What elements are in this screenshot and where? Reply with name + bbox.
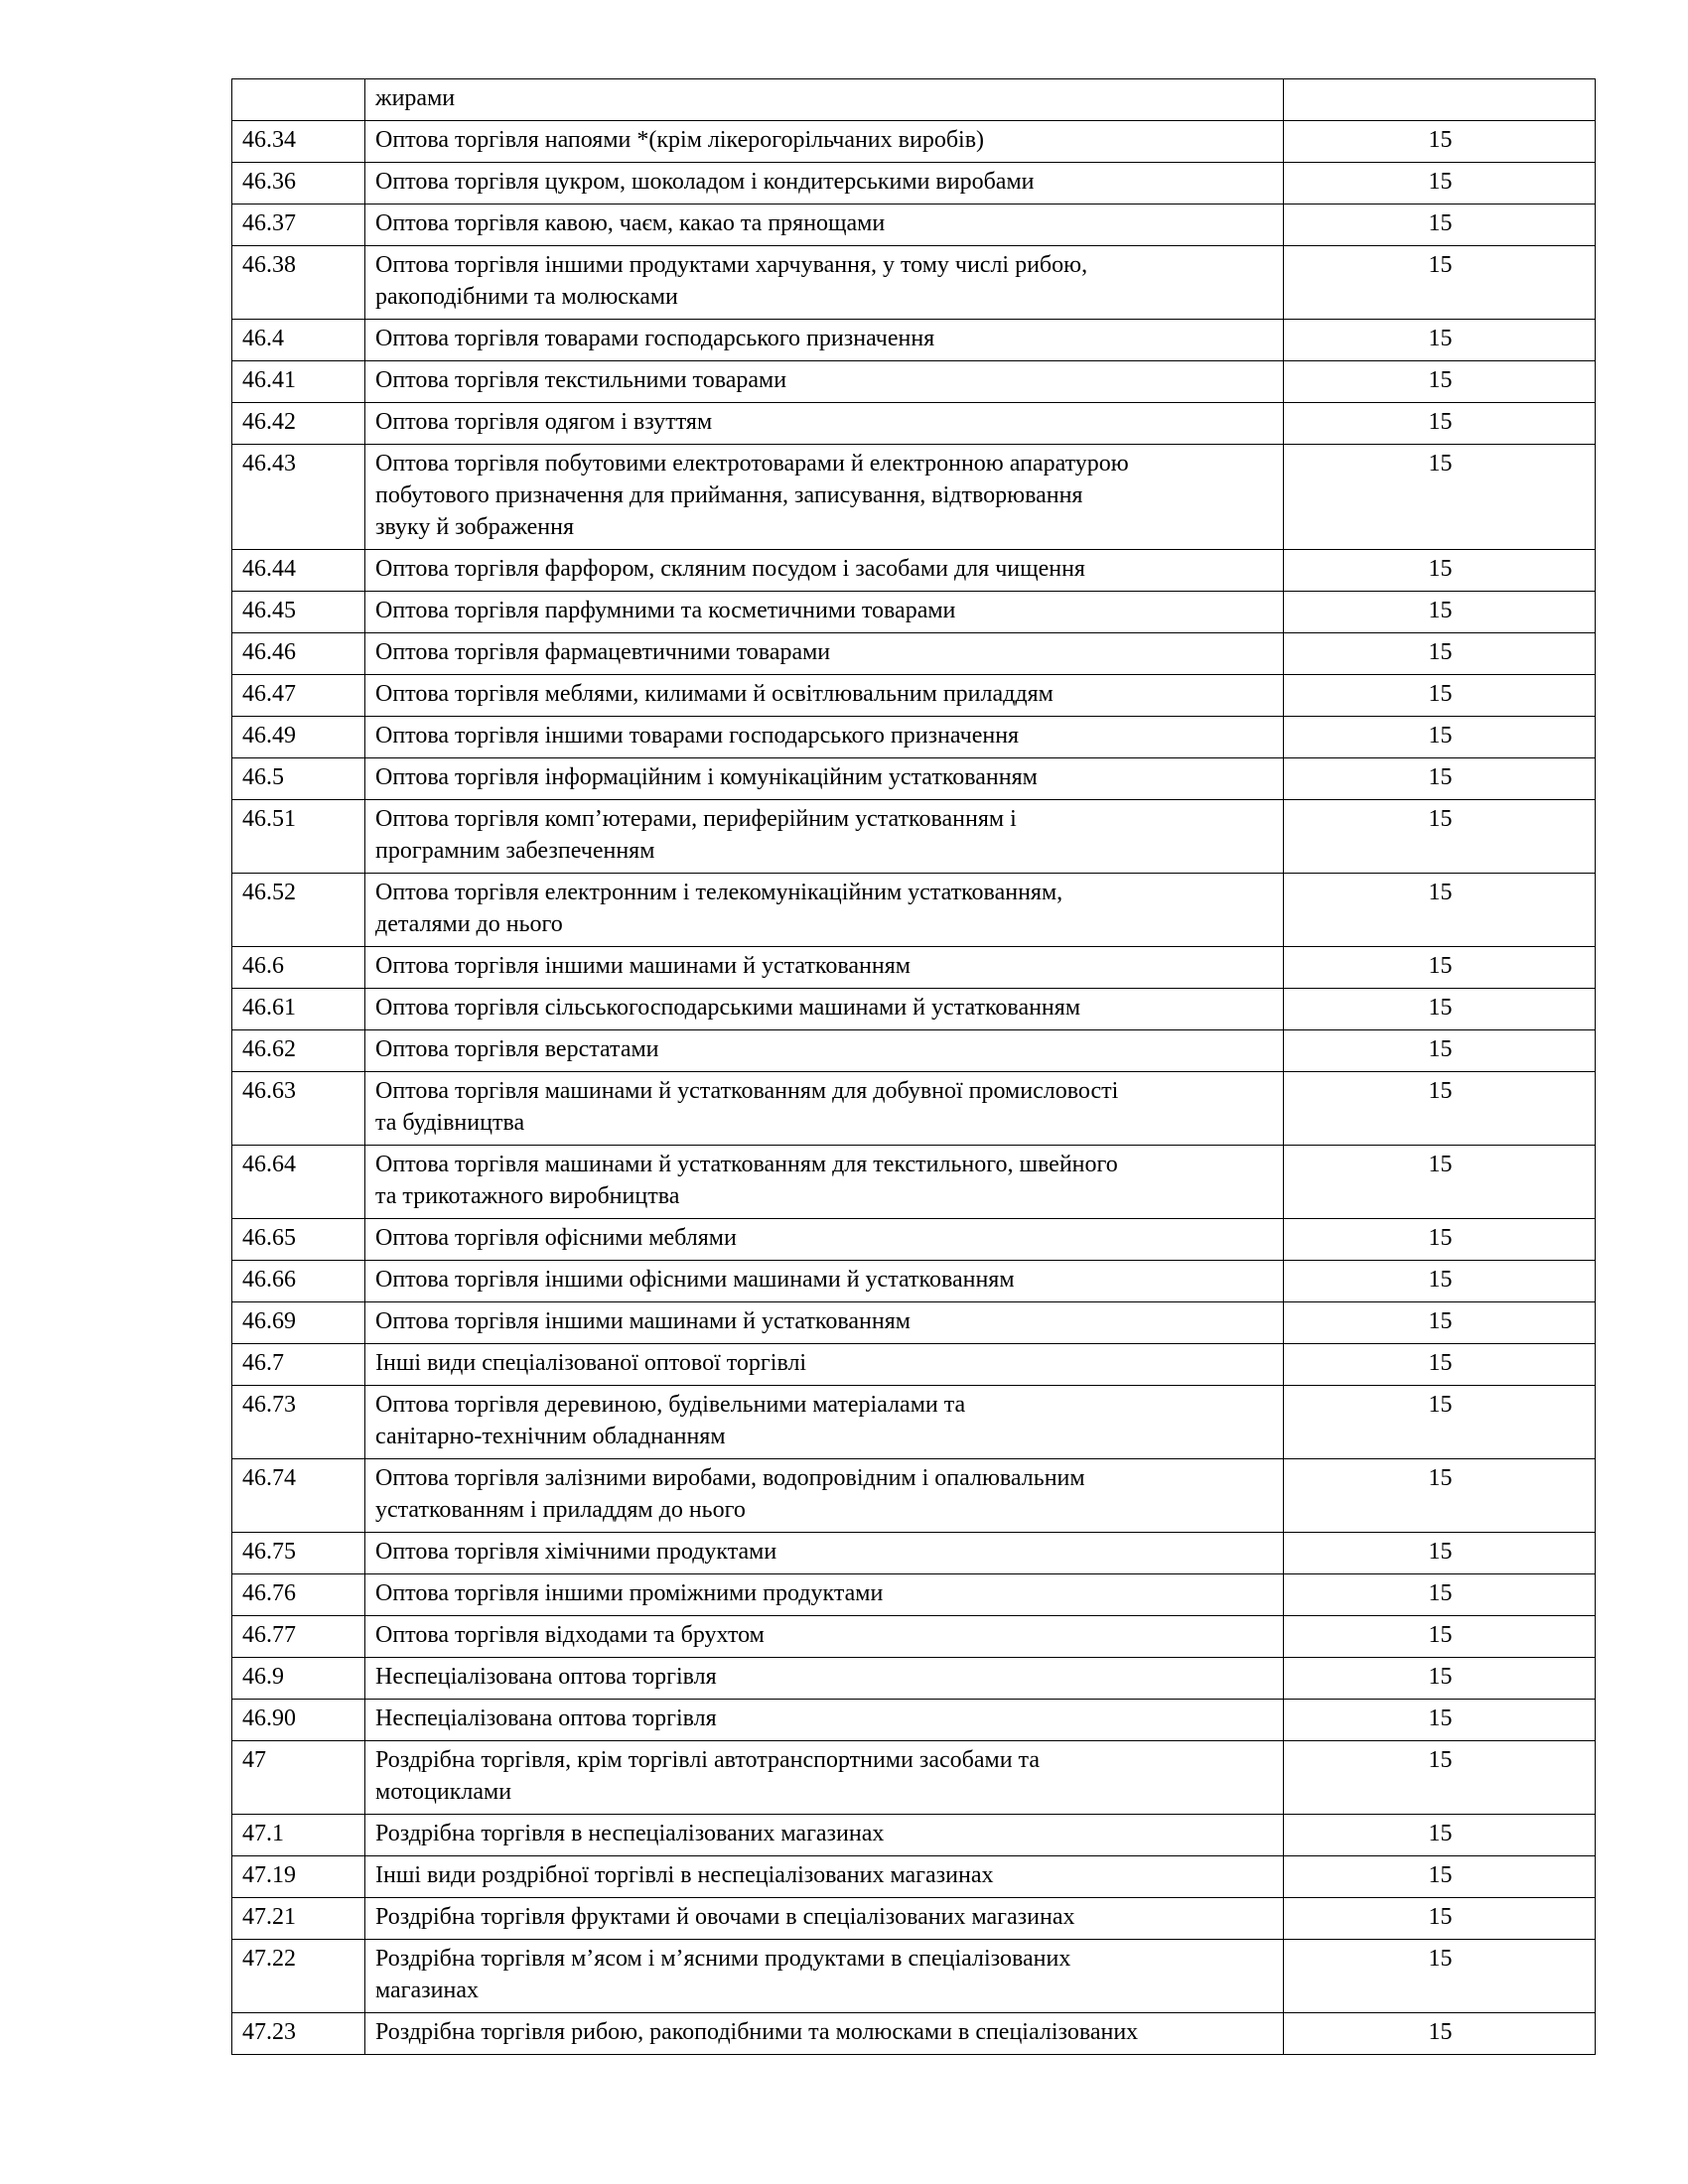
rate-cell: 15 xyxy=(1284,1856,1596,1898)
code-cell: 46.90 xyxy=(232,1700,365,1741)
description-cell: Оптова торгівля машинами й устаткованням для добувної промисловості та будівництва xyxy=(365,1072,1284,1146)
code-cell: 46.45 xyxy=(232,592,365,633)
code-cell: 47.21 xyxy=(232,1898,365,1940)
table-row xyxy=(232,1940,1596,2013)
code-cell: 46.4 xyxy=(232,320,365,361)
description-cell: Оптова торгівля залізними виробами, водопровідним і опалювальним устаткованням і приладдям до нього xyxy=(365,1459,1284,1533)
description-cell: Роздрібна торгівля в неспеціалізованих магазинах xyxy=(365,1815,1284,1856)
table-row xyxy=(232,717,1596,758)
rate-cell: 15 xyxy=(1284,800,1596,874)
rate-cell: 15 xyxy=(1284,675,1596,717)
code-cell: 46.46 xyxy=(232,633,365,675)
rate-cell: 15 xyxy=(1284,1146,1596,1219)
code-cell: 46.75 xyxy=(232,1533,365,1574)
table-row xyxy=(232,205,1596,246)
description-cell: Інші види роздрібної торгівлі в неспеціалізованих магазинах xyxy=(365,1856,1284,1898)
rate-cell: 15 xyxy=(1284,163,1596,205)
description-cell: Оптова торгівля іншими товарами господарського призначення xyxy=(365,717,1284,758)
table-row xyxy=(232,445,1596,550)
table-row xyxy=(232,550,1596,592)
code-cell: 46.65 xyxy=(232,1219,365,1261)
table-row xyxy=(232,1219,1596,1261)
table-row xyxy=(232,163,1596,205)
rate-cell: 15 xyxy=(1284,1219,1596,1261)
table-row xyxy=(232,121,1596,163)
code-cell: 47.22 xyxy=(232,1940,365,2013)
rate-cell: 15 xyxy=(1284,246,1596,320)
table-row xyxy=(232,1261,1596,1302)
description-cell: Оптова торгівля побутовими електротоварами й електронною апаратурою побутового призначення для приймання, записування, відтворювання звуку й зображення xyxy=(365,445,1284,550)
rate-cell: 15 xyxy=(1284,592,1596,633)
rate-cell: 15 xyxy=(1284,2013,1596,2055)
description-cell: Оптова торгівля іншими продуктами харчування, у тому числі рибою, ракоподібними та молюсками xyxy=(365,246,1284,320)
description-cell: Оптова торгівля інформаційним і комунікаційним устаткованням xyxy=(365,758,1284,800)
description-cell: Оптова торгівля електронним і телекомунікаційним устаткованням, деталями до нього xyxy=(365,874,1284,947)
code-cell: 46.42 xyxy=(232,403,365,445)
code-cell: 47.1 xyxy=(232,1815,365,1856)
rate-cell: 15 xyxy=(1284,1386,1596,1459)
code-cell: 46.6 xyxy=(232,947,365,989)
table-row xyxy=(232,675,1596,717)
table-row xyxy=(232,1386,1596,1459)
code-cell: 46.9 xyxy=(232,1658,365,1700)
rate-cell xyxy=(1284,79,1596,121)
activity-codes-table xyxy=(231,78,1596,2055)
code-cell: 46.74 xyxy=(232,1459,365,1533)
description-cell: Оптова торгівля товарами господарського призначення xyxy=(365,320,1284,361)
code-cell: 46.44 xyxy=(232,550,365,592)
description-cell: Оптова торгівля цукром, шоколадом і кондитерськими виробами xyxy=(365,163,1284,205)
code-cell: 46.47 xyxy=(232,675,365,717)
code-cell: 46.64 xyxy=(232,1146,365,1219)
table-row xyxy=(232,1898,1596,1940)
table-row xyxy=(232,403,1596,445)
table-body xyxy=(232,79,1596,2055)
description-cell: Оптова торгівля хімічними продуктами xyxy=(365,1533,1284,1574)
rate-cell: 15 xyxy=(1284,320,1596,361)
code-cell: 46.43 xyxy=(232,445,365,550)
table-row xyxy=(232,1574,1596,1616)
description-cell: Оптова торгівля одягом і взуттям xyxy=(365,403,1284,445)
description-cell: жирами xyxy=(365,79,1284,121)
description-cell: Оптова торгівля іншими машинами й устаткованням xyxy=(365,1302,1284,1344)
description-cell: Роздрібна торгівля, крім торгівлі автотранспортними засобами та мотоциклами xyxy=(365,1741,1284,1815)
description-cell: Оптова торгівля напоями *(крім лікерогорільчаних виробів) xyxy=(365,121,1284,163)
rate-cell: 15 xyxy=(1284,1302,1596,1344)
table-row xyxy=(232,947,1596,989)
table-row xyxy=(232,1815,1596,1856)
description-cell: Неспеціалізована оптова торгівля xyxy=(365,1658,1284,1700)
rate-cell: 15 xyxy=(1284,989,1596,1030)
description-cell: Інші види спеціалізованої оптової торгівлі xyxy=(365,1344,1284,1386)
code-cell: 46.77 xyxy=(232,1616,365,1658)
code-cell: 47.23 xyxy=(232,2013,365,2055)
table-row xyxy=(232,1146,1596,1219)
description-cell: Оптова торгівля текстильними товарами xyxy=(365,361,1284,403)
rate-cell: 15 xyxy=(1284,633,1596,675)
table-row xyxy=(232,758,1596,800)
code-cell: 46.51 xyxy=(232,800,365,874)
code-cell: 46.52 xyxy=(232,874,365,947)
rate-cell: 15 xyxy=(1284,1616,1596,1658)
code-cell: 46.38 xyxy=(232,246,365,320)
code-cell: 46.5 xyxy=(232,758,365,800)
table-row xyxy=(232,2013,1596,2055)
description-cell: Роздрібна торгівля рибою, ракоподібними та молюсками в спеціалізованих xyxy=(365,2013,1284,2055)
description-cell: Оптова торгівля фарфором, скляним посудом і засобами для чищення xyxy=(365,550,1284,592)
rate-cell: 15 xyxy=(1284,403,1596,445)
rate-cell: 15 xyxy=(1284,361,1596,403)
table-row xyxy=(232,1616,1596,1658)
description-cell: Оптова торгівля відходами та брухтом xyxy=(365,1616,1284,1658)
table-row xyxy=(232,592,1596,633)
table-row xyxy=(232,1856,1596,1898)
table-row xyxy=(232,1658,1596,1700)
code-cell: 46.34 xyxy=(232,121,365,163)
rate-cell: 15 xyxy=(1284,1741,1596,1815)
code-cell: 46.36 xyxy=(232,163,365,205)
code-cell xyxy=(232,79,365,121)
rate-cell: 15 xyxy=(1284,1700,1596,1741)
description-cell: Оптова торгівля фармацевтичними товарами xyxy=(365,633,1284,675)
description-cell: Оптова торгівля парфумними та косметичними товарами xyxy=(365,592,1284,633)
code-cell: 47 xyxy=(232,1741,365,1815)
code-cell: 46.7 xyxy=(232,1344,365,1386)
description-cell: Оптова торгівля іншими офісними машинами й устаткованням xyxy=(365,1261,1284,1302)
rate-cell: 15 xyxy=(1284,550,1596,592)
description-cell: Роздрібна торгівля фруктами й овочами в спеціалізованих магазинах xyxy=(365,1898,1284,1940)
rate-cell: 15 xyxy=(1284,121,1596,163)
code-cell: 46.63 xyxy=(232,1072,365,1146)
table-row xyxy=(232,989,1596,1030)
description-cell: Оптова торгівля верстатами xyxy=(365,1030,1284,1072)
rate-cell: 15 xyxy=(1284,758,1596,800)
code-cell: 46.76 xyxy=(232,1574,365,1616)
code-cell: 46.62 xyxy=(232,1030,365,1072)
description-cell: Оптова торгівля кавою, чаєм, какао та прянощами xyxy=(365,205,1284,246)
rate-cell: 15 xyxy=(1284,1815,1596,1856)
table-row xyxy=(232,800,1596,874)
code-cell: 47.19 xyxy=(232,1856,365,1898)
table-row xyxy=(232,1302,1596,1344)
table-row xyxy=(232,1030,1596,1072)
table-row xyxy=(232,1533,1596,1574)
rate-cell: 15 xyxy=(1284,874,1596,947)
table-row xyxy=(232,1344,1596,1386)
table-row xyxy=(232,1459,1596,1533)
rate-cell: 15 xyxy=(1284,1459,1596,1533)
code-cell: 46.69 xyxy=(232,1302,365,1344)
table-row xyxy=(232,1741,1596,1815)
description-cell: Оптова торгівля меблями, килимами й освітлювальним приладдям xyxy=(365,675,1284,717)
rate-cell: 15 xyxy=(1284,1898,1596,1940)
table-row xyxy=(232,633,1596,675)
description-cell: Роздрібна торгівля м’ясом і м’ясними продуктами в спеціалізованих магазинах xyxy=(365,1940,1284,2013)
rate-cell: 15 xyxy=(1284,1658,1596,1700)
description-cell: Оптова торгівля офісними меблями xyxy=(365,1219,1284,1261)
code-cell: 46.49 xyxy=(232,717,365,758)
description-cell: Оптова торгівля іншими машинами й устаткованням xyxy=(365,947,1284,989)
description-cell: Оптова торгівля деревиною, будівельними матеріалами та санітарно-технічним обладнанням xyxy=(365,1386,1284,1459)
description-cell: Оптова торгівля сільськогосподарськими машинами й устаткованням xyxy=(365,989,1284,1030)
table-row xyxy=(232,1072,1596,1146)
description-cell: Оптова торгівля машинами й устаткованням для текстильного, швейного та трикотажного виробництва xyxy=(365,1146,1284,1219)
code-cell: 46.37 xyxy=(232,205,365,246)
table-row xyxy=(232,79,1596,121)
rate-cell: 15 xyxy=(1284,205,1596,246)
rate-cell: 15 xyxy=(1284,1261,1596,1302)
table-row xyxy=(232,1700,1596,1741)
rate-cell: 15 xyxy=(1284,1072,1596,1146)
description-cell: Неспеціалізована оптова торгівля xyxy=(365,1700,1284,1741)
rate-cell: 15 xyxy=(1284,717,1596,758)
rate-cell: 15 xyxy=(1284,1574,1596,1616)
rate-cell: 15 xyxy=(1284,1030,1596,1072)
rate-cell: 15 xyxy=(1284,1940,1596,2013)
table-row xyxy=(232,874,1596,947)
rate-cell: 15 xyxy=(1284,1533,1596,1574)
code-cell: 46.73 xyxy=(232,1386,365,1459)
table-row xyxy=(232,361,1596,403)
rate-cell: 15 xyxy=(1284,1344,1596,1386)
code-cell: 46.61 xyxy=(232,989,365,1030)
table-row xyxy=(232,320,1596,361)
description-cell: Оптова торгівля комп’ютерами, периферійним устаткованням і програмним забезпеченням xyxy=(365,800,1284,874)
rate-cell: 15 xyxy=(1284,947,1596,989)
code-cell: 46.41 xyxy=(232,361,365,403)
table-row xyxy=(232,246,1596,320)
description-cell: Оптова торгівля іншими проміжними продуктами xyxy=(365,1574,1284,1616)
rate-cell: 15 xyxy=(1284,445,1596,550)
code-cell: 46.66 xyxy=(232,1261,365,1302)
